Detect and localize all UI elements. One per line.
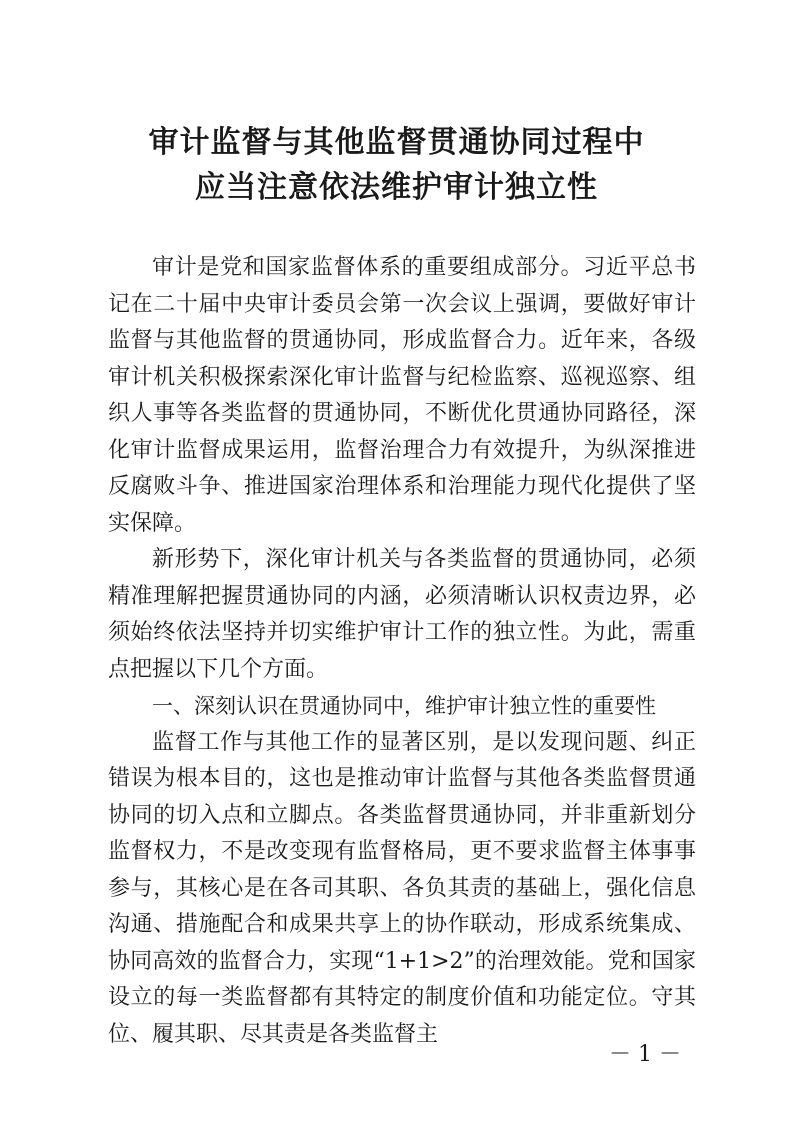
section-heading-1: 一、深刻认识在贯通协同中，维护审计独立性的重要性 xyxy=(152,694,656,718)
page-number: － 1 － xyxy=(609,1042,681,1067)
document-title-line-2: 应当注意依法维护审计独立性 xyxy=(195,170,598,205)
paragraph-intro: 审计是党和国家监督体系的重要组成部分。习近平总书记在二十届中央审计委员会第一次会议上强调，要做好审计监督与其他监督的贯通协同，形成监督合力。近年来，各级审计机关积极探索深化审计监督与纪检监察、巡视巡察、组织人事等各类监督的贯通协同，不断优化贯通协同路径，深化审计监督成果运用，监督治理合力有效提升，为纵深推进反腐败斗争、推进国家治理体系和治理能力现代化提供了坚实保障。 xyxy=(108,255,696,536)
paragraph-section-1: 监督工作与其他工作的显著区别，是以发现问题、纠正错误为根本目的，这也是推动审计监督与其他各类监督贯通协同的切入点和立脚点。各类监督贯通协同，并非重新划分监督权力，不是改变现有监督格局，更不要求监督主体事事参与，其核心是在各司其职、各负其责的基础上，强化信息沟通、措施配合和成果共享上的协作联动，形成系统集成、协同高效的监督合力，实现“1+1>2”的治理效能。党和国家设立的每一类监督都有其特定的制度价值和功能定位。守其位、履其职、尽其责是各类监督主 xyxy=(108,729,696,1047)
document-body xyxy=(108,250,696,1053)
paragraph-context: 新形势下，深化审计机关与各类监督的贯通协同，必须精准理解把握贯通协同的内涵，必须清晰认识权责边界，必须始终依法坚持并切实维护审计工作的独立性。为此，需重点把握以下几个方面。 xyxy=(108,547,696,682)
document-title-line-1: 审计监督与其他监督贯通协同过程中 xyxy=(148,125,645,160)
